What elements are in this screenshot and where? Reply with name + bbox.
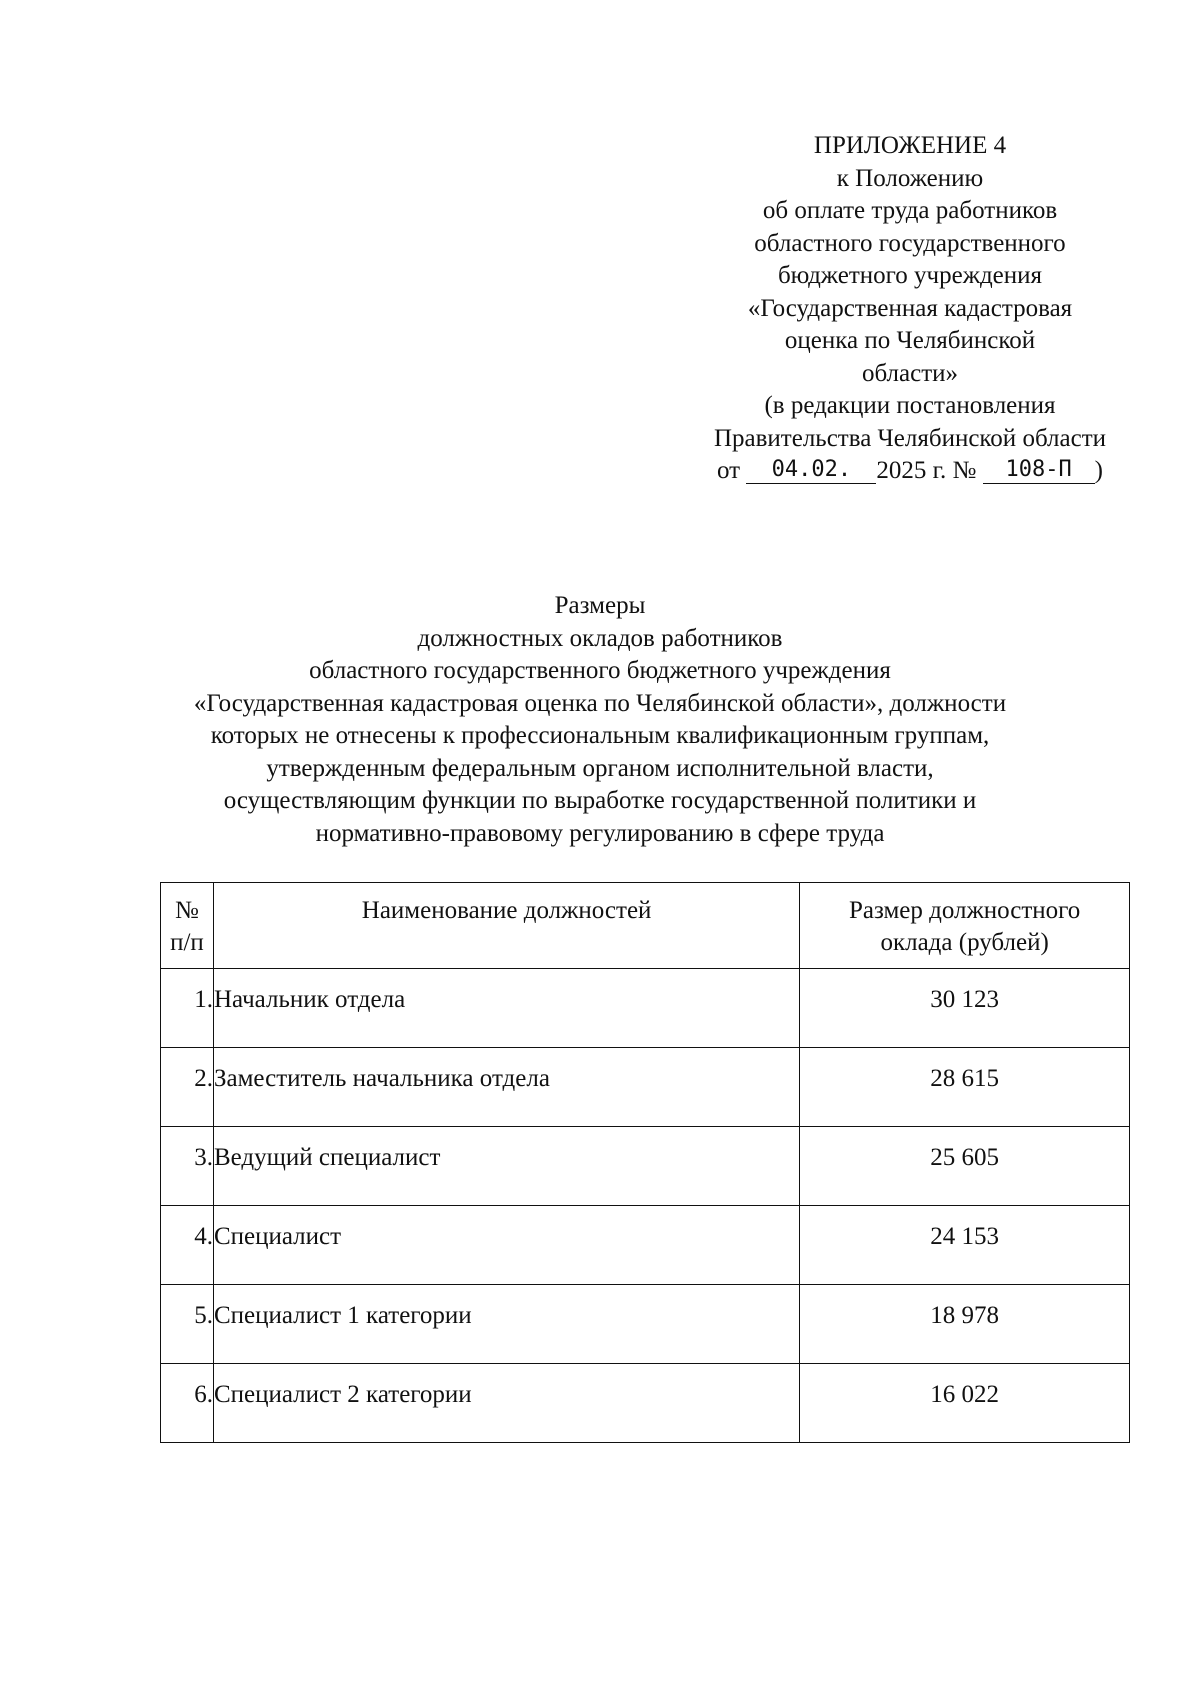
position-name: Специалист 2 категории (213, 1364, 799, 1443)
title-line: должностных окладов работников (417, 624, 783, 652)
salary-value: 25 605 (800, 1127, 1130, 1206)
row-number: 5. (161, 1285, 214, 1364)
header-salary-line2: оклада (рублей) (880, 929, 1049, 956)
appendix-line: области» (861, 359, 959, 387)
header-number-line1: № (175, 897, 199, 924)
appendix-line: (в редакции постановления (764, 392, 1056, 419)
number-sign: № (952, 457, 977, 484)
table-row (161, 1127, 1130, 1206)
row-number: 2. (161, 1048, 214, 1127)
position-name: Ведущий специалист (213, 1127, 799, 1206)
appendix-line: Правительства Челябинской области (713, 424, 1107, 452)
title-line: Размеры (554, 592, 646, 619)
title-line: нормативно-правовому регулированию в сфере труда (315, 819, 885, 847)
row-number: 4. (161, 1206, 214, 1285)
salary-value: 28 615 (800, 1048, 1130, 1127)
title-line: осуществляющим функции по выработке государственной политики и (223, 787, 977, 814)
appendix-block (660, 130, 1160, 488)
from-label: от (717, 457, 741, 484)
appendix-line: оценка по Челябинской (784, 327, 1036, 354)
title-line: «Государственная кадастровая оценка по Челябинской области», должности (193, 689, 1007, 717)
position-name: Заместитель начальника отдела (213, 1048, 799, 1127)
row-number: 6. (161, 1364, 214, 1443)
table-row (161, 1048, 1130, 1127)
appendix-title: ПРИЛОЖЕНИЕ 4 (813, 132, 1007, 159)
position-name: Начальник отдела (213, 969, 799, 1048)
header-number-line2: п/п (170, 929, 204, 956)
resolution-date-line (660, 455, 1160, 488)
row-number: 1. (161, 969, 214, 1048)
appendix-line: к Положению (836, 164, 984, 192)
table-row (161, 1364, 1130, 1443)
salary-value: 16 022 (800, 1364, 1130, 1443)
closing-paren: ) (1094, 457, 1103, 484)
appendix-line: областного государственного (754, 229, 1066, 257)
resolution-date-field: 04.02. (746, 457, 876, 484)
header-salary-size (800, 883, 1130, 969)
appendix-line: об оплате труда работников (762, 197, 1058, 224)
header-number (161, 883, 214, 969)
year-label: 2025 г. (876, 457, 947, 484)
table-header-row (161, 883, 1130, 969)
table-row (161, 1206, 1130, 1285)
table-row (161, 1285, 1130, 1364)
title-line: утвержденным федеральным органом исполнительной власти, (266, 754, 934, 782)
salary-table (160, 882, 1130, 1443)
title-line: которых не отнесены к профессиональным квалификационным группам, (210, 722, 990, 749)
salary-value: 30 123 (800, 969, 1130, 1048)
position-name: Специалист (213, 1206, 799, 1285)
resolution-number-field: 108-П (983, 457, 1095, 484)
header-position-name: Наименование должностей (213, 883, 799, 969)
salary-value: 24 153 (800, 1206, 1130, 1285)
row-number: 3. (161, 1127, 214, 1206)
header-salary-line1: Размер должностного (848, 897, 1081, 924)
table-row (161, 969, 1130, 1048)
salary-value: 18 978 (800, 1285, 1130, 1364)
position-name: Специалист 1 категории (213, 1285, 799, 1364)
appendix-line: «Государственная кадастровая (747, 294, 1073, 322)
title-line: областного государственного бюджетного учреждения (309, 657, 891, 684)
appendix-line: бюджетного учреждения (777, 262, 1043, 289)
document-title (60, 590, 1140, 850)
